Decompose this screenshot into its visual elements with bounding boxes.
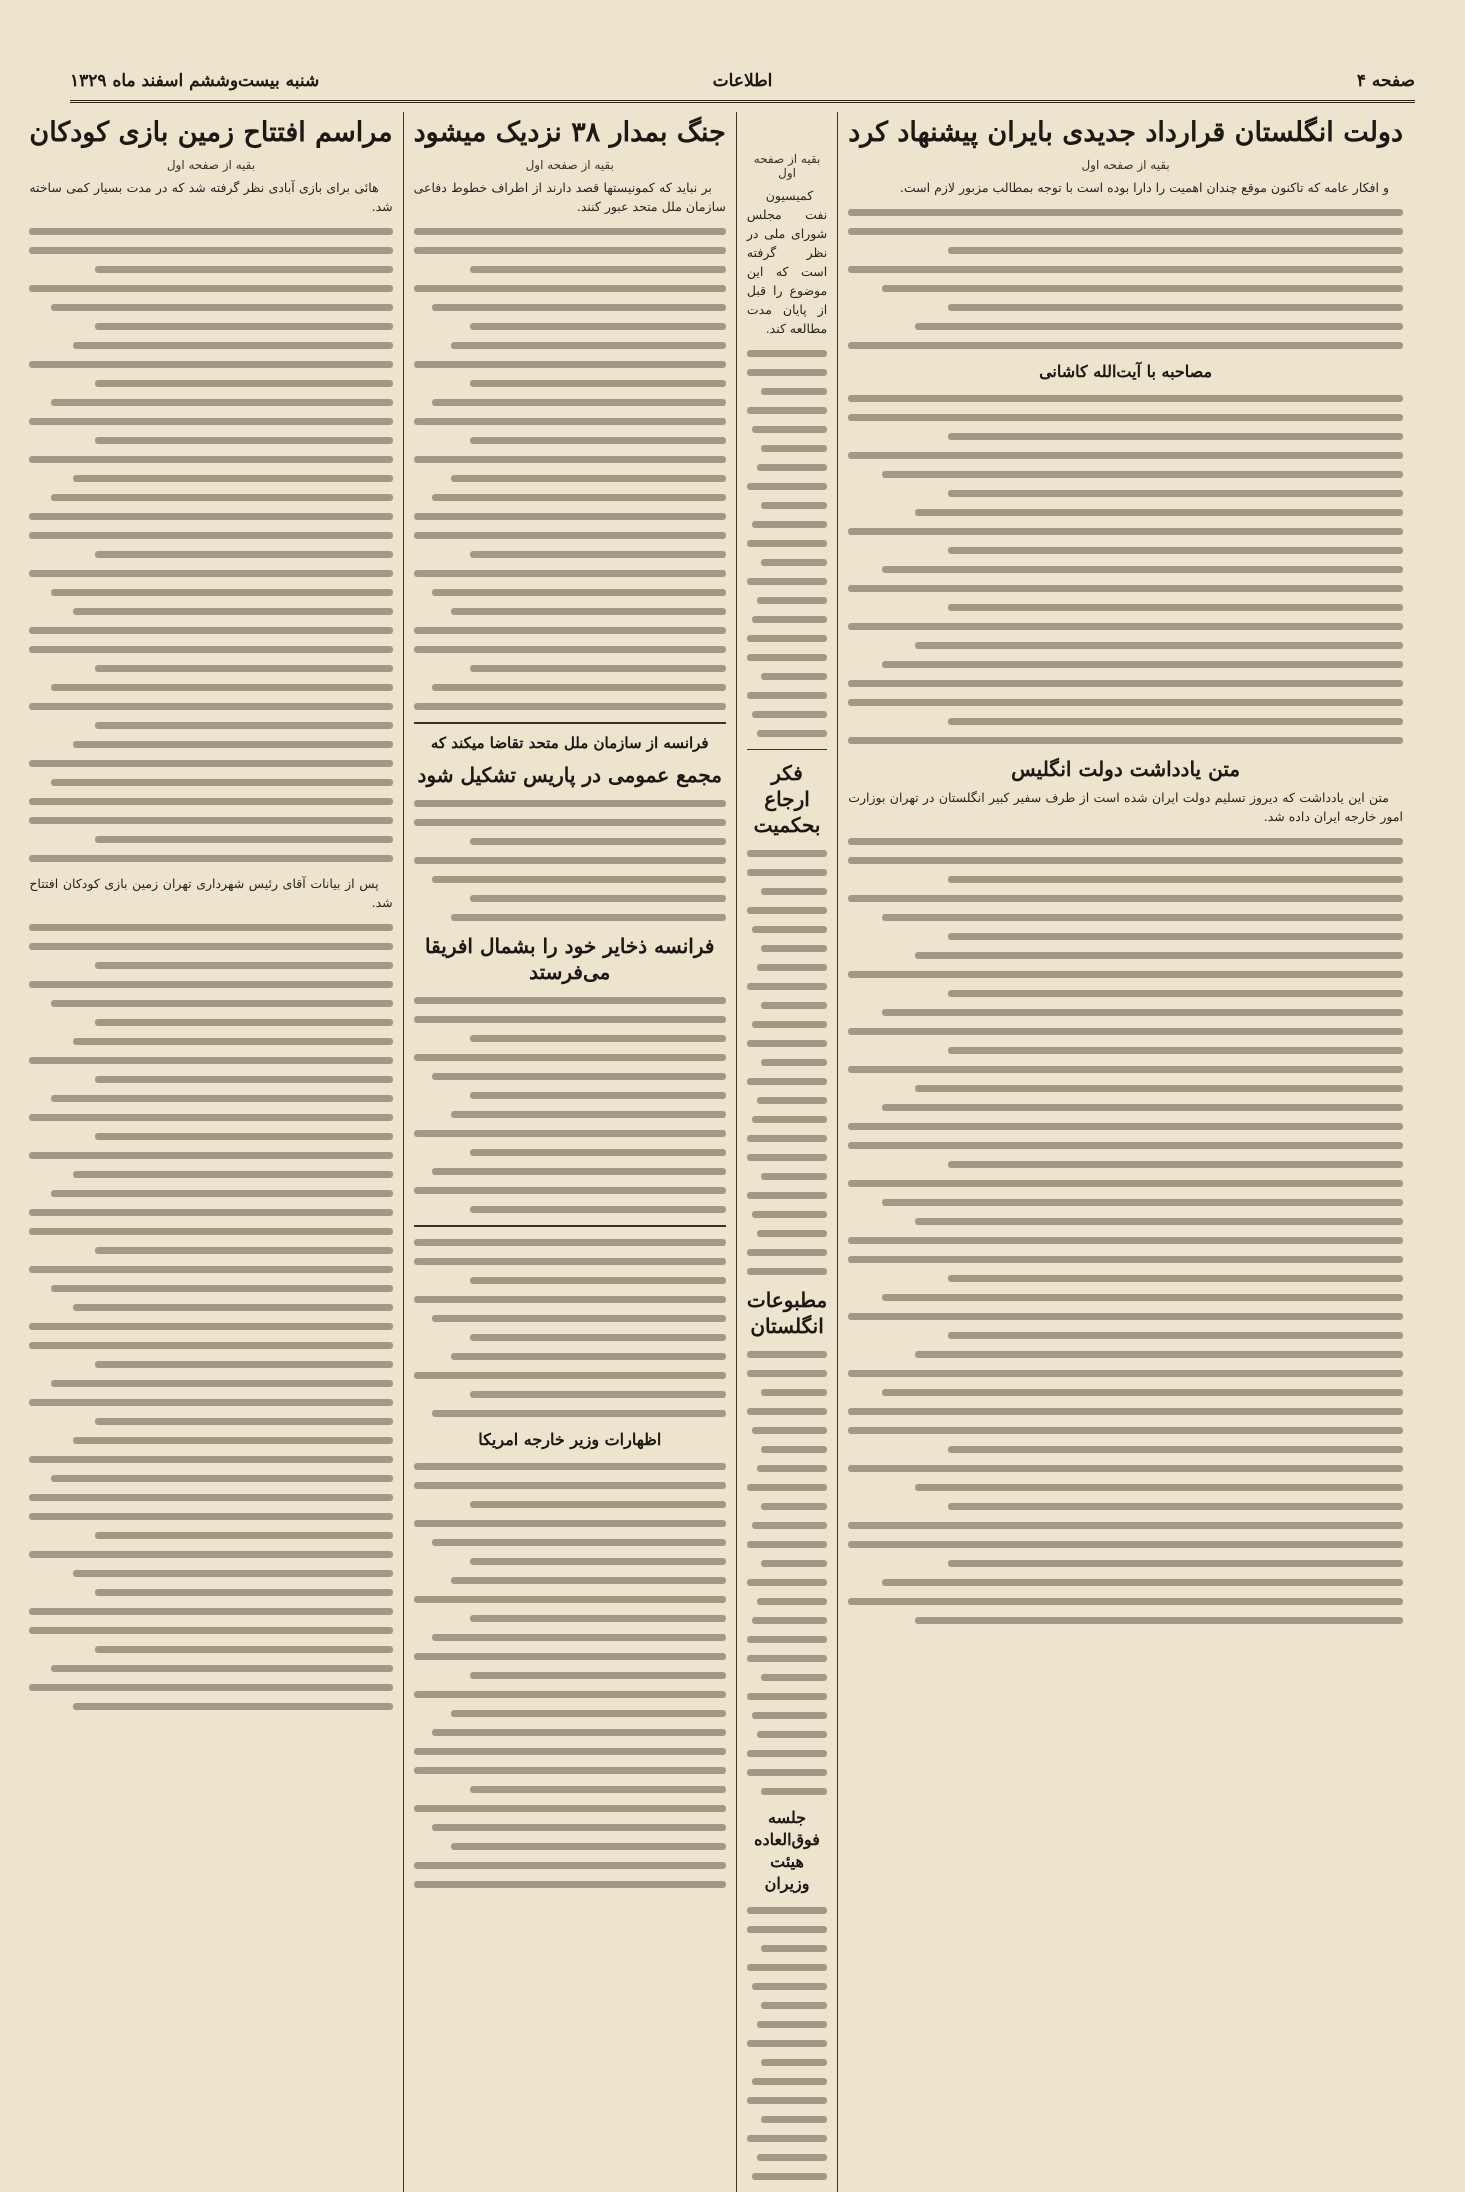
text-block xyxy=(414,1463,726,1888)
continued-note: بقیه از صفحه اول xyxy=(1081,158,1170,172)
text-block xyxy=(848,838,1403,1624)
column-1 xyxy=(837,112,1413,2192)
text-block xyxy=(747,1907,827,2180)
article-text: کمیسیون نفت مجلس شورای ملی در نظر گرفته است که این موضوع را قبل از پایان مدت مطالعه کند. xyxy=(746,188,828,336)
text-block xyxy=(747,850,827,1275)
text-block xyxy=(747,350,827,737)
date-line: شنبه بیست‌وششم اسفند ماه ۱۳۲۹ xyxy=(70,71,320,91)
text-block xyxy=(848,395,1403,744)
subhead-cabinet-session: جلسه فوق‌العاده هیئت وزیران xyxy=(754,1808,820,1893)
subhead-note-text: متن یادداشت دولت انگلیس xyxy=(1011,757,1241,781)
text-block xyxy=(414,228,726,710)
column-4 xyxy=(19,112,402,2192)
subhead-france-request: فرانسه از سازمان ملل متحد تقاضا میکند که xyxy=(430,734,709,752)
subhead-us-foreign-minister: اظهارات وزیر خارجه امریکا xyxy=(478,1430,662,1449)
continued-note: بقیه از صفحه اول xyxy=(525,158,614,172)
text-block xyxy=(848,209,1403,349)
article-text: بر نباید که کمونیستها قصد دارند از اطراف خطوط دفاعی سازمان ملل متحد عبور کنند. xyxy=(413,180,726,214)
article-text: پس از بیانات آقای رئیس شهرداری تهران زمین بازی کودکان افتتاح شد. xyxy=(29,876,393,910)
headline-38th-parallel: جنگ بمدار ۳۸ نزدیک میشود xyxy=(413,117,726,148)
text-block xyxy=(414,997,726,1213)
text-block xyxy=(414,1239,726,1417)
headline-britain-proposal: دولت انگلستان قرارداد جدیدی بایران پیشنهاد کرد xyxy=(848,117,1403,148)
paper-name: اطلاعات xyxy=(712,71,773,91)
article-text: و افکار عامه که تاکنون موقع چندان اهمیت را دارا بوده است با توجه بمطالب مزبور لازم است. xyxy=(899,180,1389,195)
article-text: هائی برای بازی آبادی نظر گرفته شد که در مدت بسیار کمی ساخته شد. xyxy=(29,180,393,214)
continued-note: بقیه از صفحه اول xyxy=(753,152,821,180)
subhead-kashani: مصاحبه با آیت‌الله کاشانی xyxy=(1039,362,1213,381)
continued-note: بقیه از صفحه اول xyxy=(166,158,256,172)
subhead-arbitration: فکر ارجاع بحکمیت xyxy=(753,761,821,837)
text-block xyxy=(29,228,392,862)
column-3 xyxy=(403,112,736,2192)
subhead-france-africa: فرانسه ذخایر خود را بشمال افریقا می‌فرستد xyxy=(425,934,715,984)
column-2 xyxy=(736,112,837,2192)
text-block xyxy=(29,924,392,1710)
page-label: صفحه ۴ xyxy=(1356,71,1415,91)
text-block xyxy=(747,1351,827,1795)
masthead xyxy=(70,62,1415,103)
subhead-general-assembly: مجمع عمومی در پاریس تشکیل شود xyxy=(417,763,722,787)
text-block xyxy=(414,800,726,921)
subhead-british-press: مطبوعات انگلستان xyxy=(746,1288,828,1338)
columns xyxy=(29,112,1413,2007)
article-text: متن این یادداشت که دیروز تسلیم دولت ایران شده است از طرف سفیر کبیر انگلستان در تهران بوزارت امور خارجه ایران داده شد. xyxy=(848,790,1403,824)
headline-playground: مراسم افتتاح زمین بازی کودکان xyxy=(29,117,393,148)
